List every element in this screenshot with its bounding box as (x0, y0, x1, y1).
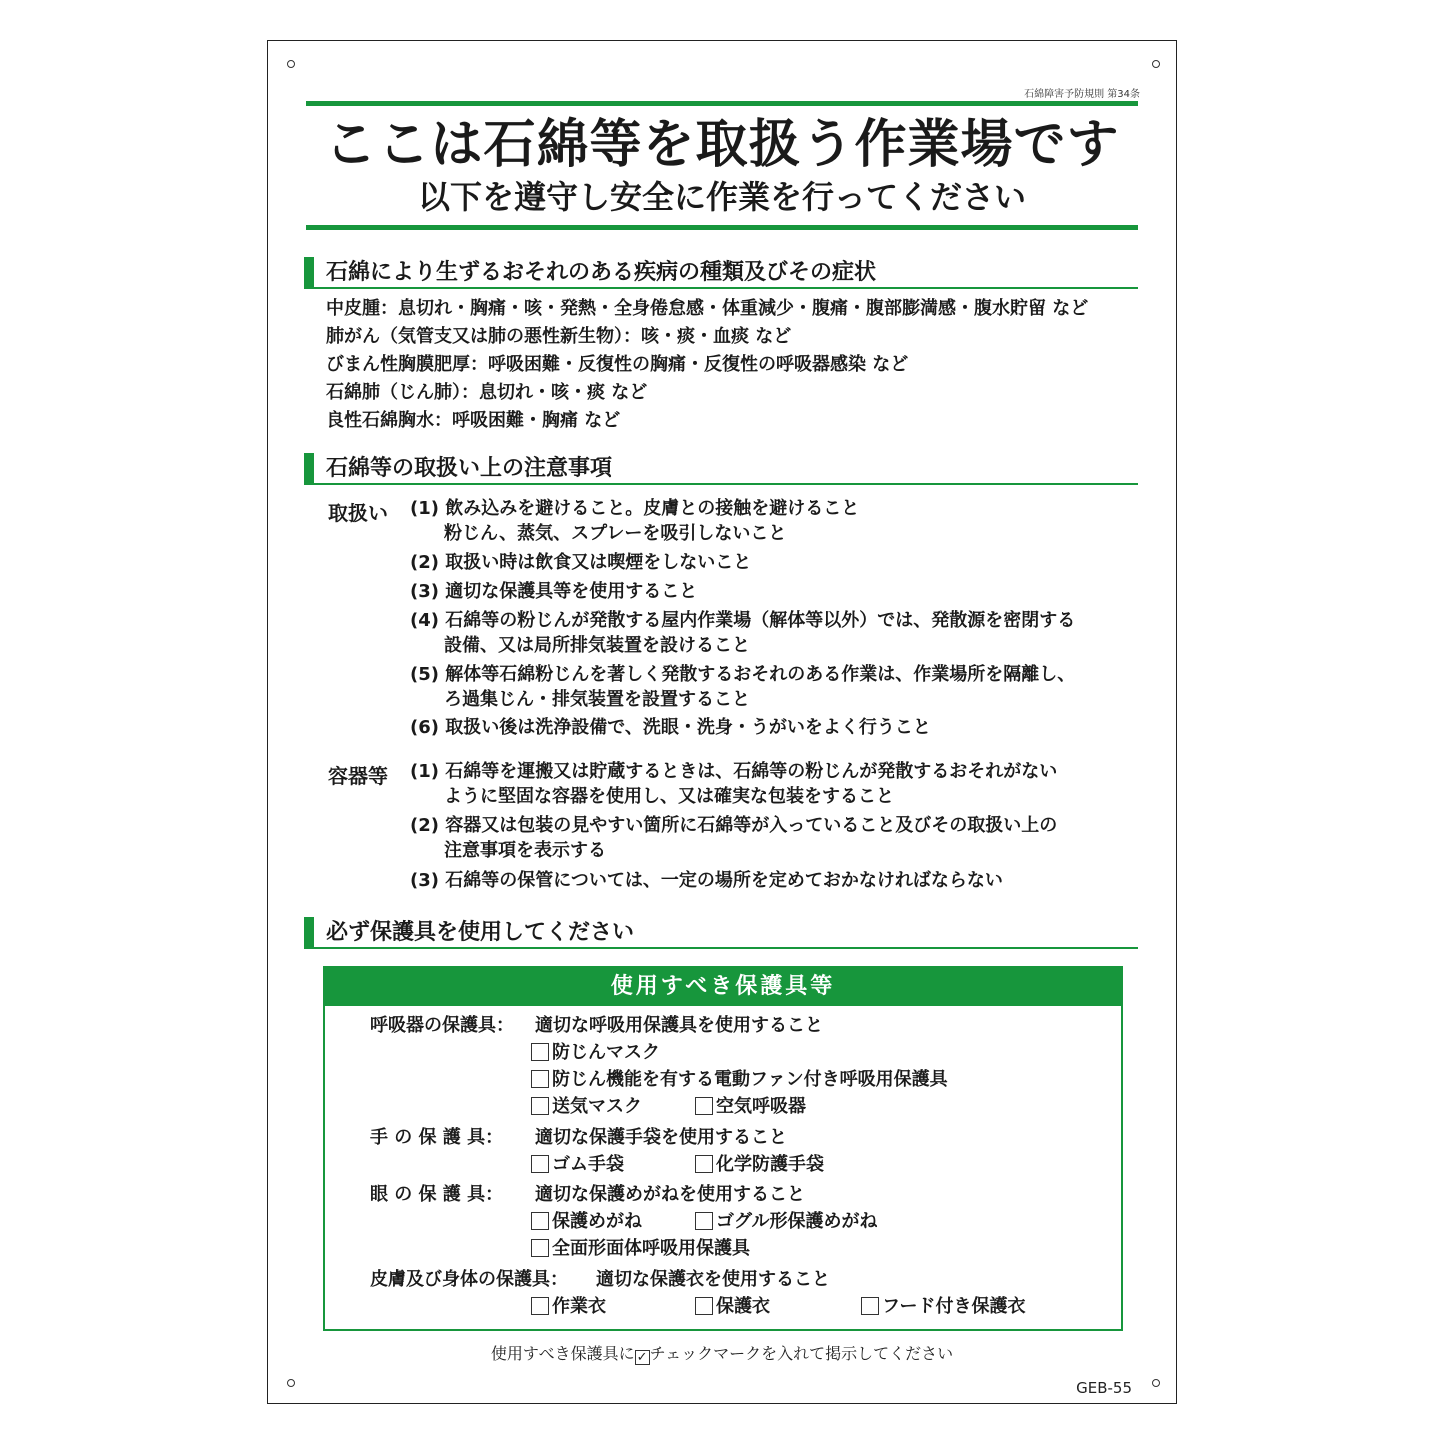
handling-item: (4) 石綿等の粉じんが発散する屋内作業場（解体等以外）では、発散源を密閉する (410, 610, 1076, 631)
checkbox[interactable] (531, 1043, 549, 1061)
checkbox[interactable] (695, 1155, 713, 1173)
option-supplied-air-mask[interactable]: 送気マスク (531, 1095, 642, 1119)
protective-equipment-box (323, 966, 1123, 1331)
respiratory-label: 呼吸器の保護具： (370, 1015, 514, 1036)
handling-item-cont: 設備、又は局所排気装置を設けること (444, 635, 750, 656)
container-label: 容器等 (328, 764, 388, 788)
option-safety-glasses[interactable]: 保護めがね (531, 1210, 642, 1234)
section-heading-diseases: 石綿により生ずるおそれのある疾病の種類及びその症状 (304, 257, 1138, 289)
eye-label: 眼 の 保 護 具： (370, 1184, 504, 1205)
container-item-cont: ように堅固な容器を使用し、又は確実な包装をすること (444, 786, 894, 807)
handling-item: (5) 解体等石綿粉じんを著しく発散するおそれのある作業は、作業場所を隔離し、 (410, 664, 1076, 685)
disease-line: 石綿肺（じん肺）：息切れ・咳・痰 など (326, 382, 648, 403)
checkbox[interactable] (695, 1097, 713, 1115)
checkbox[interactable] (531, 1239, 549, 1257)
option-goggles[interactable]: ゴグル形保護めがね (695, 1210, 877, 1234)
product-code: GEB-55 (1076, 1379, 1132, 1397)
checkbox[interactable] (531, 1097, 549, 1115)
respiratory-text: 適切な呼吸用保護具を使用すること (535, 1015, 823, 1036)
checkbox[interactable] (531, 1070, 549, 1088)
mounting-hole-top-left (287, 60, 295, 68)
disease-line: 中皮腫：息切れ・胸痛・咳・発熱・全身倦怠感・体重減少・腹痛・腹部膨満感・腹水貯留 など (326, 298, 1089, 319)
skin-label: 皮膚及び身体の保護具： (370, 1269, 568, 1290)
skin-text: 適切な保護衣を使用すること (596, 1269, 830, 1290)
section-marker (304, 917, 314, 947)
container-item-cont: 注意事項を表示する (444, 840, 606, 861)
checkbox[interactable] (695, 1297, 713, 1315)
option-protective-clothing[interactable]: 保護衣 (695, 1295, 770, 1319)
option-dust-mask[interactable]: 防じんマスク (531, 1041, 660, 1065)
handling-item: (6) 取扱い後は洗浄設備で、洗眼・洗身・うがいをよく行うこと (410, 717, 931, 738)
disease-line: 良性石綿胸水：呼吸困難・胸痛 など (326, 410, 621, 431)
option-hooded-protective-clothing[interactable]: フード付き保護衣 (861, 1295, 1025, 1319)
handling-item-cont: 粉じん、蒸気、スプレーを吸引しないこと (444, 523, 787, 544)
checkbox[interactable] (531, 1212, 549, 1230)
section-heading-precautions: 石綿等の取扱い上の注意事項 (304, 453, 1138, 485)
hand-text: 適切な保護手袋を使用すること (535, 1127, 787, 1148)
container-item: (1) 石綿等を運搬又は貯蔵するときは、石綿等の粉じんが発散するおそれがない (410, 761, 1058, 782)
eye-text: 適切な保護めがねを使用すること (535, 1184, 805, 1205)
disease-line: びまん性胸膜肥厚：呼吸困難・反復性の胸痛・反復性の呼吸器感染 など (326, 354, 909, 375)
section-heading-protective-equipment: 必ず保護具を使用してください (304, 917, 1138, 949)
checkbox[interactable] (531, 1155, 549, 1173)
checkbox[interactable] (695, 1212, 713, 1230)
footnote: 使用すべき保護具に ✓ チェックマークを入れて掲示してください (490, 1344, 954, 1365)
handling-item: (2) 取扱い時は飲食又は喫煙をしないこと (410, 552, 752, 573)
option-work-clothes[interactable]: 作業衣 (531, 1295, 606, 1319)
checkmark-icon: ✓ (635, 1350, 650, 1365)
option-full-face-respirator[interactable]: 全面形面体呼吸用保護具 (531, 1237, 750, 1261)
checkbox[interactable] (531, 1297, 549, 1315)
disease-line: 肺がん（気管支又は肺の悪性新生物）：咳・痰・血痰 など (326, 326, 792, 347)
safety-sign (267, 40, 1177, 1404)
handling-label: 取扱い (328, 501, 388, 525)
container-item: (2) 容器又は包装の見やすい箇所に石綿等が入っていること及びその取扱い上の (410, 815, 1058, 836)
handling-item-cont: ろ過集じん・排気装置を設置すること (444, 689, 750, 710)
option-rubber-gloves[interactable]: ゴム手袋 (531, 1153, 624, 1177)
law-reference: 石綿障害予防規則 第34条 (1024, 89, 1140, 100)
handling-item: (3) 適切な保護具等を使用すること (410, 581, 698, 602)
handling-item: (1) 飲み込みを避けること。皮膚との接触を避けること (410, 498, 860, 519)
top-green-rule (306, 101, 1138, 106)
protective-box-title: 使用すべき保護具等 (325, 968, 1121, 1006)
mounting-hole-top-right (1152, 60, 1160, 68)
bottom-green-rule (306, 225, 1138, 230)
page-subtitle: 以下を遵守し安全に作業を行ってください (417, 178, 1026, 216)
option-air-breathing-apparatus[interactable]: 空気呼吸器 (695, 1095, 806, 1119)
mounting-hole-bottom-right (1152, 1379, 1160, 1387)
section-marker (304, 453, 314, 483)
container-item: (3) 石綿等の保管については、一定の場所を定めておかなければならない (410, 870, 1003, 891)
checkbox[interactable] (861, 1297, 879, 1315)
section-marker (304, 257, 314, 287)
mounting-hole-bottom-left (287, 1379, 295, 1387)
option-chemical-gloves[interactable]: 化学防護手袋 (695, 1153, 824, 1177)
hand-label: 手 の 保 護 具： (370, 1127, 504, 1148)
page-title: ここは石綿等を取扱う作業場です (324, 115, 1120, 175)
option-powered-respirator[interactable]: 防じん機能を有する電動ファン付き呼吸用保護具 (531, 1068, 948, 1092)
